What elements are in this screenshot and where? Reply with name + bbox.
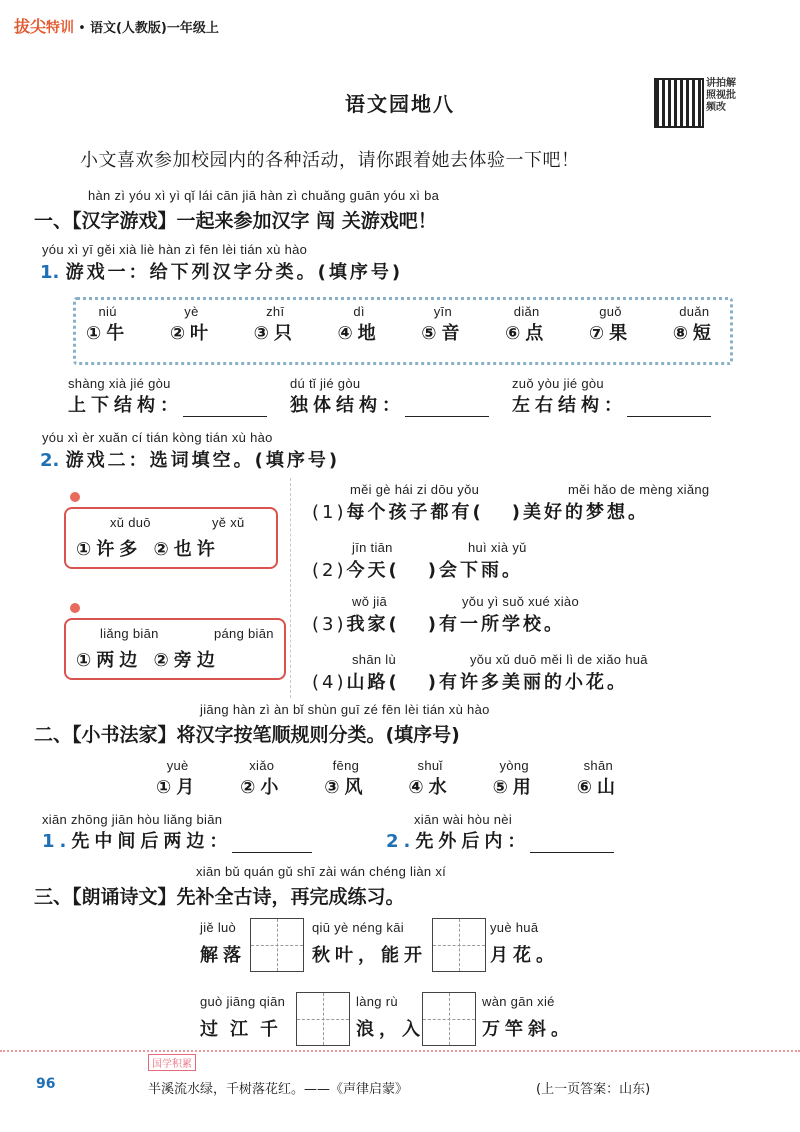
char-item <box>86 304 129 345</box>
word-options: ①两边 ②旁边 <box>76 650 220 671</box>
poem-pinyin: qiū yè néng kāi <box>312 920 404 935</box>
sentence-4 <box>312 652 752 694</box>
sentence-number: (1) <box>312 502 347 523</box>
footer-divider <box>0 1050 800 1052</box>
sentence-text: 我家( <box>346 614 400 635</box>
rule-text: 先外后内： <box>415 831 531 852</box>
char-hanzi: ①牛 <box>86 323 130 344</box>
s2-title-pinyin: jiāng hàn zì àn bǐ shùn guī zé fēn lèi tián xù hào <box>200 702 490 717</box>
structure-pinyin: shàng xià jié gòu <box>68 376 171 391</box>
char-hanzi: ④地 <box>337 323 381 344</box>
sentence-text: )美好的梦想。 <box>511 502 649 523</box>
sentence-text: )有一所学校。 <box>427 614 565 635</box>
word-options: ①许多 ②也许 <box>76 539 220 560</box>
poem-pinyin: yuè huā <box>490 920 539 935</box>
footer-answer: (上一页答案：山东) <box>536 1082 651 1097</box>
sentence-3 <box>312 594 752 636</box>
word-pinyin: yě xǔ <box>212 515 245 530</box>
char-hanzi: ①月 <box>156 777 200 798</box>
rule-text: 先中间后两边： <box>71 831 233 852</box>
poem-line-1-part-1 <box>200 920 246 967</box>
s1-title-pinyin: hàn zì yóu xì yì qǐ lái cān jiā hàn zì chuǎng guān yóu xì ba <box>88 188 440 203</box>
sentence-pinyin: yǒu xǔ duō měi lì de xiǎo huā <box>470 652 648 667</box>
char-hanzi: ⑥山 <box>576 777 620 798</box>
structure-pinyin: zuǒ yòu jié gòu <box>512 376 604 391</box>
word-pinyin: páng biān <box>214 626 274 641</box>
structure-pinyin: dú tǐ jié gòu <box>290 376 361 391</box>
char-pinyin: dì <box>353 304 365 319</box>
char-list <box>86 304 716 345</box>
structure-left-right <box>512 376 711 417</box>
rule-pinyin: xiān wài hòu nèi <box>414 812 513 827</box>
char-hanzi: ⑤音 <box>421 323 465 344</box>
char-item <box>156 758 199 799</box>
char-pinyin: shān <box>583 758 614 773</box>
q1-text: 游戏一：给下列汉字分类。(填序号) <box>65 262 404 283</box>
structure-label: 上下结构： <box>68 395 183 416</box>
char-item <box>324 758 367 799</box>
word-pinyin: liǎng biān <box>100 626 159 641</box>
q2-text: 游戏二：选词填空。(填序号) <box>65 450 341 471</box>
rule-pinyin: xiān zhōng jiān hòu liǎng biān <box>42 812 223 827</box>
structure-top-bottom <box>68 376 267 417</box>
page-title: 语文园地八 <box>345 92 455 116</box>
poem-text: 秋叶，能开 <box>312 945 427 966</box>
sentence-pinyin: huì xià yǔ <box>468 540 527 555</box>
char-item <box>493 758 536 799</box>
sentence-text: 每个孩子都有( <box>346 502 484 523</box>
char-hanzi: ④水 <box>408 777 452 798</box>
sentence-number: (4) <box>312 672 347 693</box>
qr-label: 讲拍解照视批频改 <box>706 78 736 113</box>
header-subject: 语文(人教版)一年级上 <box>89 21 219 36</box>
char-item <box>254 304 297 345</box>
char-pinyin: niú <box>98 304 117 319</box>
word-box-1 <box>64 507 278 569</box>
sentence-pinyin: shān lù <box>352 652 397 667</box>
structure-label: 独体结构： <box>290 395 405 416</box>
sentence-number: (3) <box>312 614 347 635</box>
rule-number: 1. <box>42 831 72 852</box>
header-dot: • <box>78 21 86 36</box>
poem-blank-2[interactable] <box>432 918 486 972</box>
char-pinyin: diǎn <box>513 304 540 319</box>
poem-text: 解落 <box>200 945 246 966</box>
char-pinyin: fēng <box>332 758 360 773</box>
poem-text: 浪，入 <box>356 1019 425 1040</box>
q2-prompt <box>40 446 340 472</box>
answer-blank[interactable] <box>530 852 614 853</box>
poem-text: 月花。 <box>490 945 559 966</box>
char-hanzi: ⑦果 <box>588 323 633 344</box>
char-pinyin: shuǐ <box>417 758 443 773</box>
footer-tag: 国学积累 <box>148 1054 196 1071</box>
char-hanzi: ③风 <box>324 777 368 798</box>
char-pinyin: duǎn <box>679 304 710 319</box>
sentence-pinyin: wǒ jiā <box>352 594 388 609</box>
poem-line-2-part-3 <box>482 994 574 1041</box>
poem-line-1-part-3 <box>490 920 559 967</box>
char-pinyin: yòng <box>499 758 529 773</box>
s2-title: 二、【小书法家】将汉字按笔顺规则分类。(填序号) <box>34 724 460 746</box>
q1-prompt <box>40 258 403 284</box>
char-pinyin: guǒ <box>599 304 622 319</box>
sentence-pinyin: měi hǎo de mèng xiǎng <box>568 482 710 497</box>
char-item <box>421 304 464 345</box>
page-number: 96 <box>36 1076 56 1092</box>
sentence-2 <box>312 540 752 582</box>
word-pinyin: xǔ duō <box>110 515 151 530</box>
sentence-text: 山路( <box>346 672 400 693</box>
answer-blank[interactable] <box>232 852 312 853</box>
q1-pinyin: yóu xì yī gěi xià liè hàn zì fēn lèi tián xù hào <box>42 242 308 257</box>
poem-line-2-part-2 <box>356 994 425 1041</box>
s3-title: 三、【朗诵诗文】先补全古诗，再完成练习。 <box>34 886 405 908</box>
char-item <box>589 304 632 345</box>
sentence-pinyin: měi gè hái zi dōu yǒu <box>350 482 480 497</box>
poem-blank-1[interactable] <box>250 918 304 972</box>
poem-pinyin: wàn gān xié <box>482 994 555 1009</box>
pin-icon <box>70 603 80 613</box>
intro-text: 小文喜欢参加校园内的各种活动，请你跟着她去体验一下吧！ <box>80 150 580 171</box>
char-item <box>240 758 283 799</box>
rule-number: 2. <box>386 831 416 852</box>
brand-series: 特训 <box>46 20 75 36</box>
poem-blank-4[interactable] <box>422 992 476 1046</box>
char-hanzi: ③只 <box>253 323 297 344</box>
char-item <box>337 304 380 345</box>
char-hanzi: ②小 <box>240 777 284 798</box>
poem-blank-3[interactable] <box>296 992 350 1046</box>
q2-pinyin: yóu xì èr xuǎn cí tián kòng tián xù hào <box>42 430 273 445</box>
char-hanzi: ⑧短 <box>672 323 716 344</box>
poem-pinyin: guò jiāng qiān <box>200 994 286 1009</box>
poem-line-1-part-2 <box>312 920 427 967</box>
s1-title: 一、【汉字游戏】一起来参加汉字 闯 关游戏吧！ <box>34 210 437 232</box>
char-item <box>577 758 620 799</box>
char-item <box>673 304 716 345</box>
answer-blank[interactable] <box>183 416 267 417</box>
word-box-2 <box>64 618 286 680</box>
structure-label: 左右结构： <box>512 395 627 416</box>
page-header <box>14 14 219 37</box>
sentence-number: (2) <box>312 560 347 581</box>
char-hanzi: ②叶 <box>169 323 214 344</box>
char-item <box>505 304 548 345</box>
char-pinyin: yuè <box>166 758 189 773</box>
sentence-pinyin: yǒu yì suǒ xué xiào <box>462 594 579 609</box>
poem-pinyin: làng rù <box>356 994 398 1009</box>
answer-blank[interactable] <box>405 416 489 417</box>
sentence-text: )会下雨。 <box>427 560 523 581</box>
char-pinyin: xiǎo <box>249 758 275 773</box>
s3-title-pinyin: xiān bǔ quán gǔ shī zài wán chéng liàn xí <box>196 864 447 879</box>
sentence-1 <box>312 482 752 524</box>
stroke-rule-2 <box>386 812 614 853</box>
char-pinyin: yīn <box>433 304 452 319</box>
q2-number: 2. <box>40 450 60 471</box>
footer-quote: 半溪流水绿，千树落花红。——《声律启蒙》 <box>148 1082 409 1097</box>
char-hanzi: ⑥点 <box>505 323 549 344</box>
brand-name: 拔尖 <box>14 17 47 36</box>
qr-code-icon[interactable] <box>654 78 704 128</box>
sentence-text: )有许多美丽的小花。 <box>427 672 628 693</box>
poem-text: 万竿斜。 <box>482 1019 574 1040</box>
pin-icon <box>70 492 80 502</box>
poem-line-2-part-1 <box>200 994 290 1041</box>
stroke-char-list <box>156 758 620 799</box>
char-pinyin: yè <box>184 304 199 319</box>
char-hanzi: ⑤用 <box>492 777 536 798</box>
char-item <box>408 758 451 799</box>
sentence-pinyin: jīn tiān <box>352 540 393 555</box>
answer-blank[interactable] <box>627 416 711 417</box>
char-item <box>170 304 213 345</box>
divider <box>290 478 291 698</box>
structure-single <box>290 376 489 417</box>
q1-number: 1. <box>40 262 60 283</box>
stroke-rule-1 <box>42 812 312 853</box>
poem-text: 过江千 <box>200 1019 290 1040</box>
poem-pinyin: jiě luò <box>200 920 237 935</box>
char-pinyin: zhī <box>266 304 285 319</box>
sentence-text: 今天( <box>346 560 400 581</box>
